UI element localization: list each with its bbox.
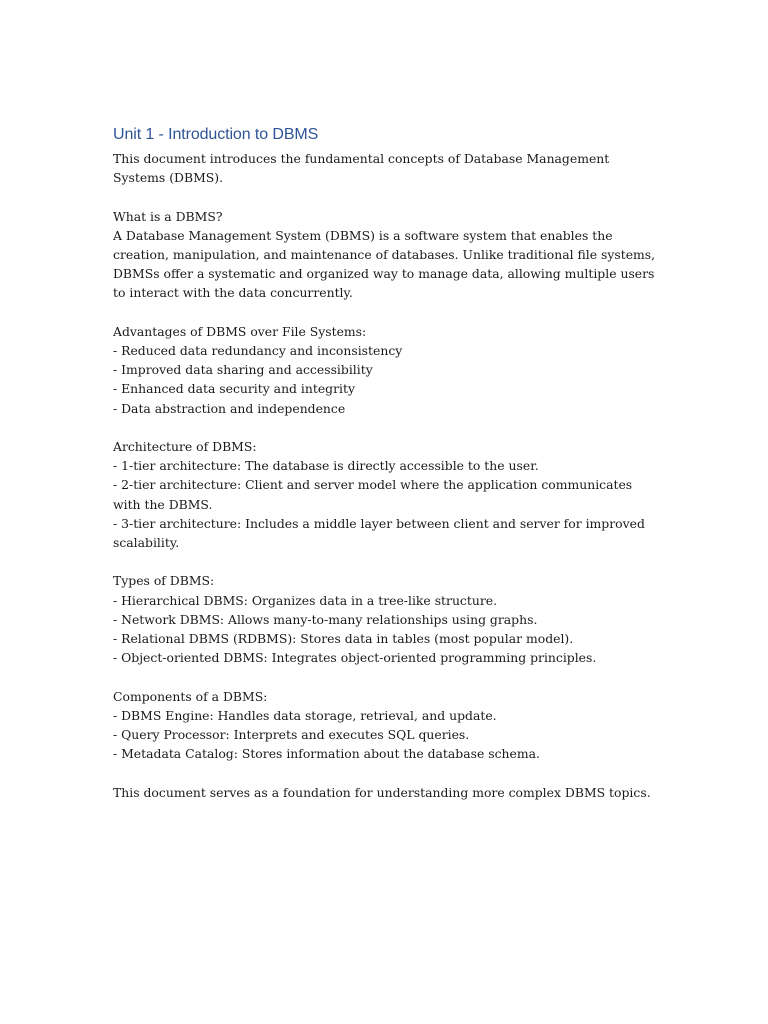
advantages-item: - Enhanced data security and integrity (113, 381, 355, 397)
types-item: - Hierarchical DBMS: Organizes data in a tree-like structure. (113, 592, 498, 608)
architecture-item: - 2-tier architecture: Client and server model where the application communicates with the DBMS. (113, 477, 633, 512)
architecture-heading: Architecture of DBMS: (113, 439, 257, 454)
spacer (113, 418, 658, 437)
spacer (113, 187, 658, 206)
components-item: - DBMS Engine: Handles data storage, retrieval, and update. (113, 707, 497, 723)
advantages-item: - Data abstraction and independence (113, 400, 346, 416)
document-title: Unit 1 - Introduction to DBMS (113, 126, 319, 143)
spacer (113, 552, 658, 571)
intro-paragraph: This document introduces the fundamental concepts of Database Management Systems (DBMS). (113, 151, 610, 186)
what-is-paragraph: A Database Management System (DBMS) is a software system that enables the creation, manipulation, and maintenance of databases. Unlike traditional file systems, DBMSs offer a systematic and organized way to manage data, allowing multiple users to interact with the data concurrently. (113, 227, 656, 301)
types-item: - Relational DBMS (RDBMS): Stores data in tables (most popular model). (113, 631, 574, 647)
document-body (113, 125, 658, 802)
types-heading: Types of DBMS: (113, 573, 215, 589)
components-item: - Query Processor: Interprets and executes SQL queries. (113, 727, 470, 743)
spacer (113, 763, 658, 782)
advantages-item: - Improved data sharing and accessibility (113, 362, 373, 378)
conclusion-paragraph: This document serves as a foundation for understanding more complex DBMS topics. (113, 784, 651, 800)
architecture-item: - 1-tier architecture: The database is directly accessible to the user. (113, 458, 539, 474)
spacer (113, 667, 658, 686)
types-item: - Network DBMS: Allows many-to-many relationships using graphs. (113, 611, 538, 627)
types-item: - Object-oriented DBMS: Integrates object-oriented programming principles. (113, 650, 597, 666)
spacer (113, 303, 658, 322)
components-item: - Metadata Catalog: Stores information about the database schema. (113, 746, 540, 762)
what-is-heading: What is a DBMS? (113, 208, 223, 224)
architecture-item: - 3-tier architecture: Includes a middle layer between client and server for improved scalability. (113, 515, 645, 551)
components-heading: Components of a DBMS: (113, 688, 268, 704)
advantages-heading: Advantages of DBMS over File Systems: (113, 323, 367, 339)
advantages-item: - Reduced data redundancy and inconsistency (113, 343, 403, 358)
